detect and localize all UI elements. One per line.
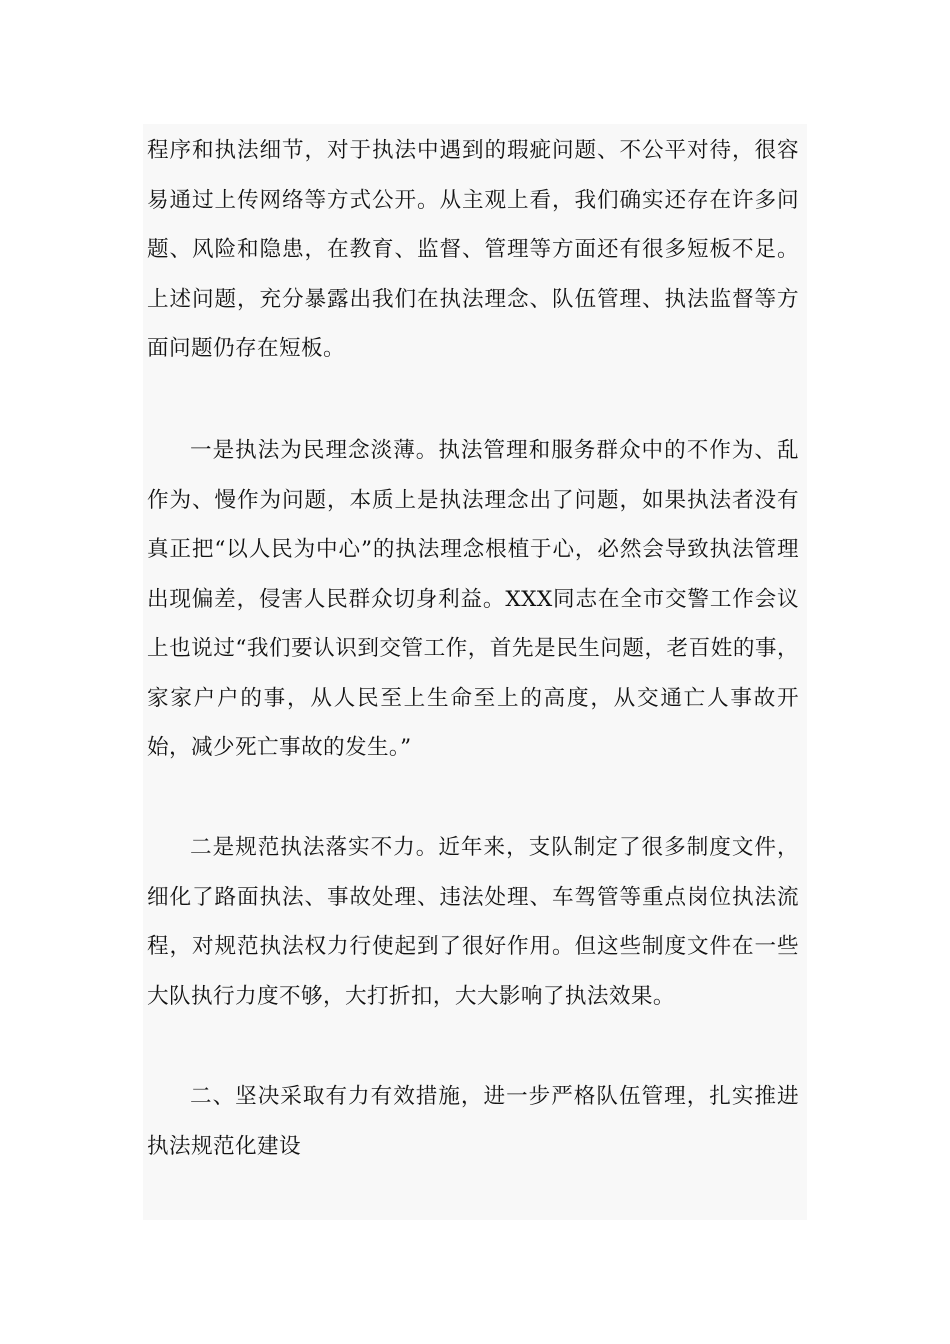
paragraph-continuation: 程序和执法细节，对于执法中遇到的瑕疵问题、不公平对待，很容易通过上传网络等方式公开。从主观上看，我们确实还存在许多问题、风险和隐患，在教育、监督、管理等方面还有很多短板不足。上述问题，充分暴露出我们在执法理念、队伍管理、执法监督等方面问题仍存在短板。: [147, 138, 799, 361]
section-heading-measures: 二、坚决采取有力有效措施，进一步严格队伍管理，扎实推进执法规范化建设: [147, 1084, 799, 1159]
paragraph-law-enforcement-concept: 一是执法为民理念淡薄。执法管理和服务群众中的不作为、乱作为、慢作为问题，本质上是执法理念出了问题，如果执法者没有真正把“以人民为中心”的执法理念根植于心，必然会导致执法管理出现偏差，侵害人民群众切身利益。XXX同志在全市交警工作会议上也说过“我们要认识到交管工作，首先是民生问题，老百姓的事，家家户户的事，从人民至上生命至上的高度，从交通亡人事故开始，减少死亡事故的发生。”: [147, 438, 799, 760]
paragraph-standardized-enforcement: 二是规范执法落实不力。近年来，支队制定了很多制度文件，细化了路面执法、事故处理、违法处理、车驾管等重点岗位执法流程，对规范执法权力行使起到了很好作用。但这些制度文件在一些大队执行力度不够，大打折扣，大大影响了执法效果。: [147, 835, 799, 1009]
